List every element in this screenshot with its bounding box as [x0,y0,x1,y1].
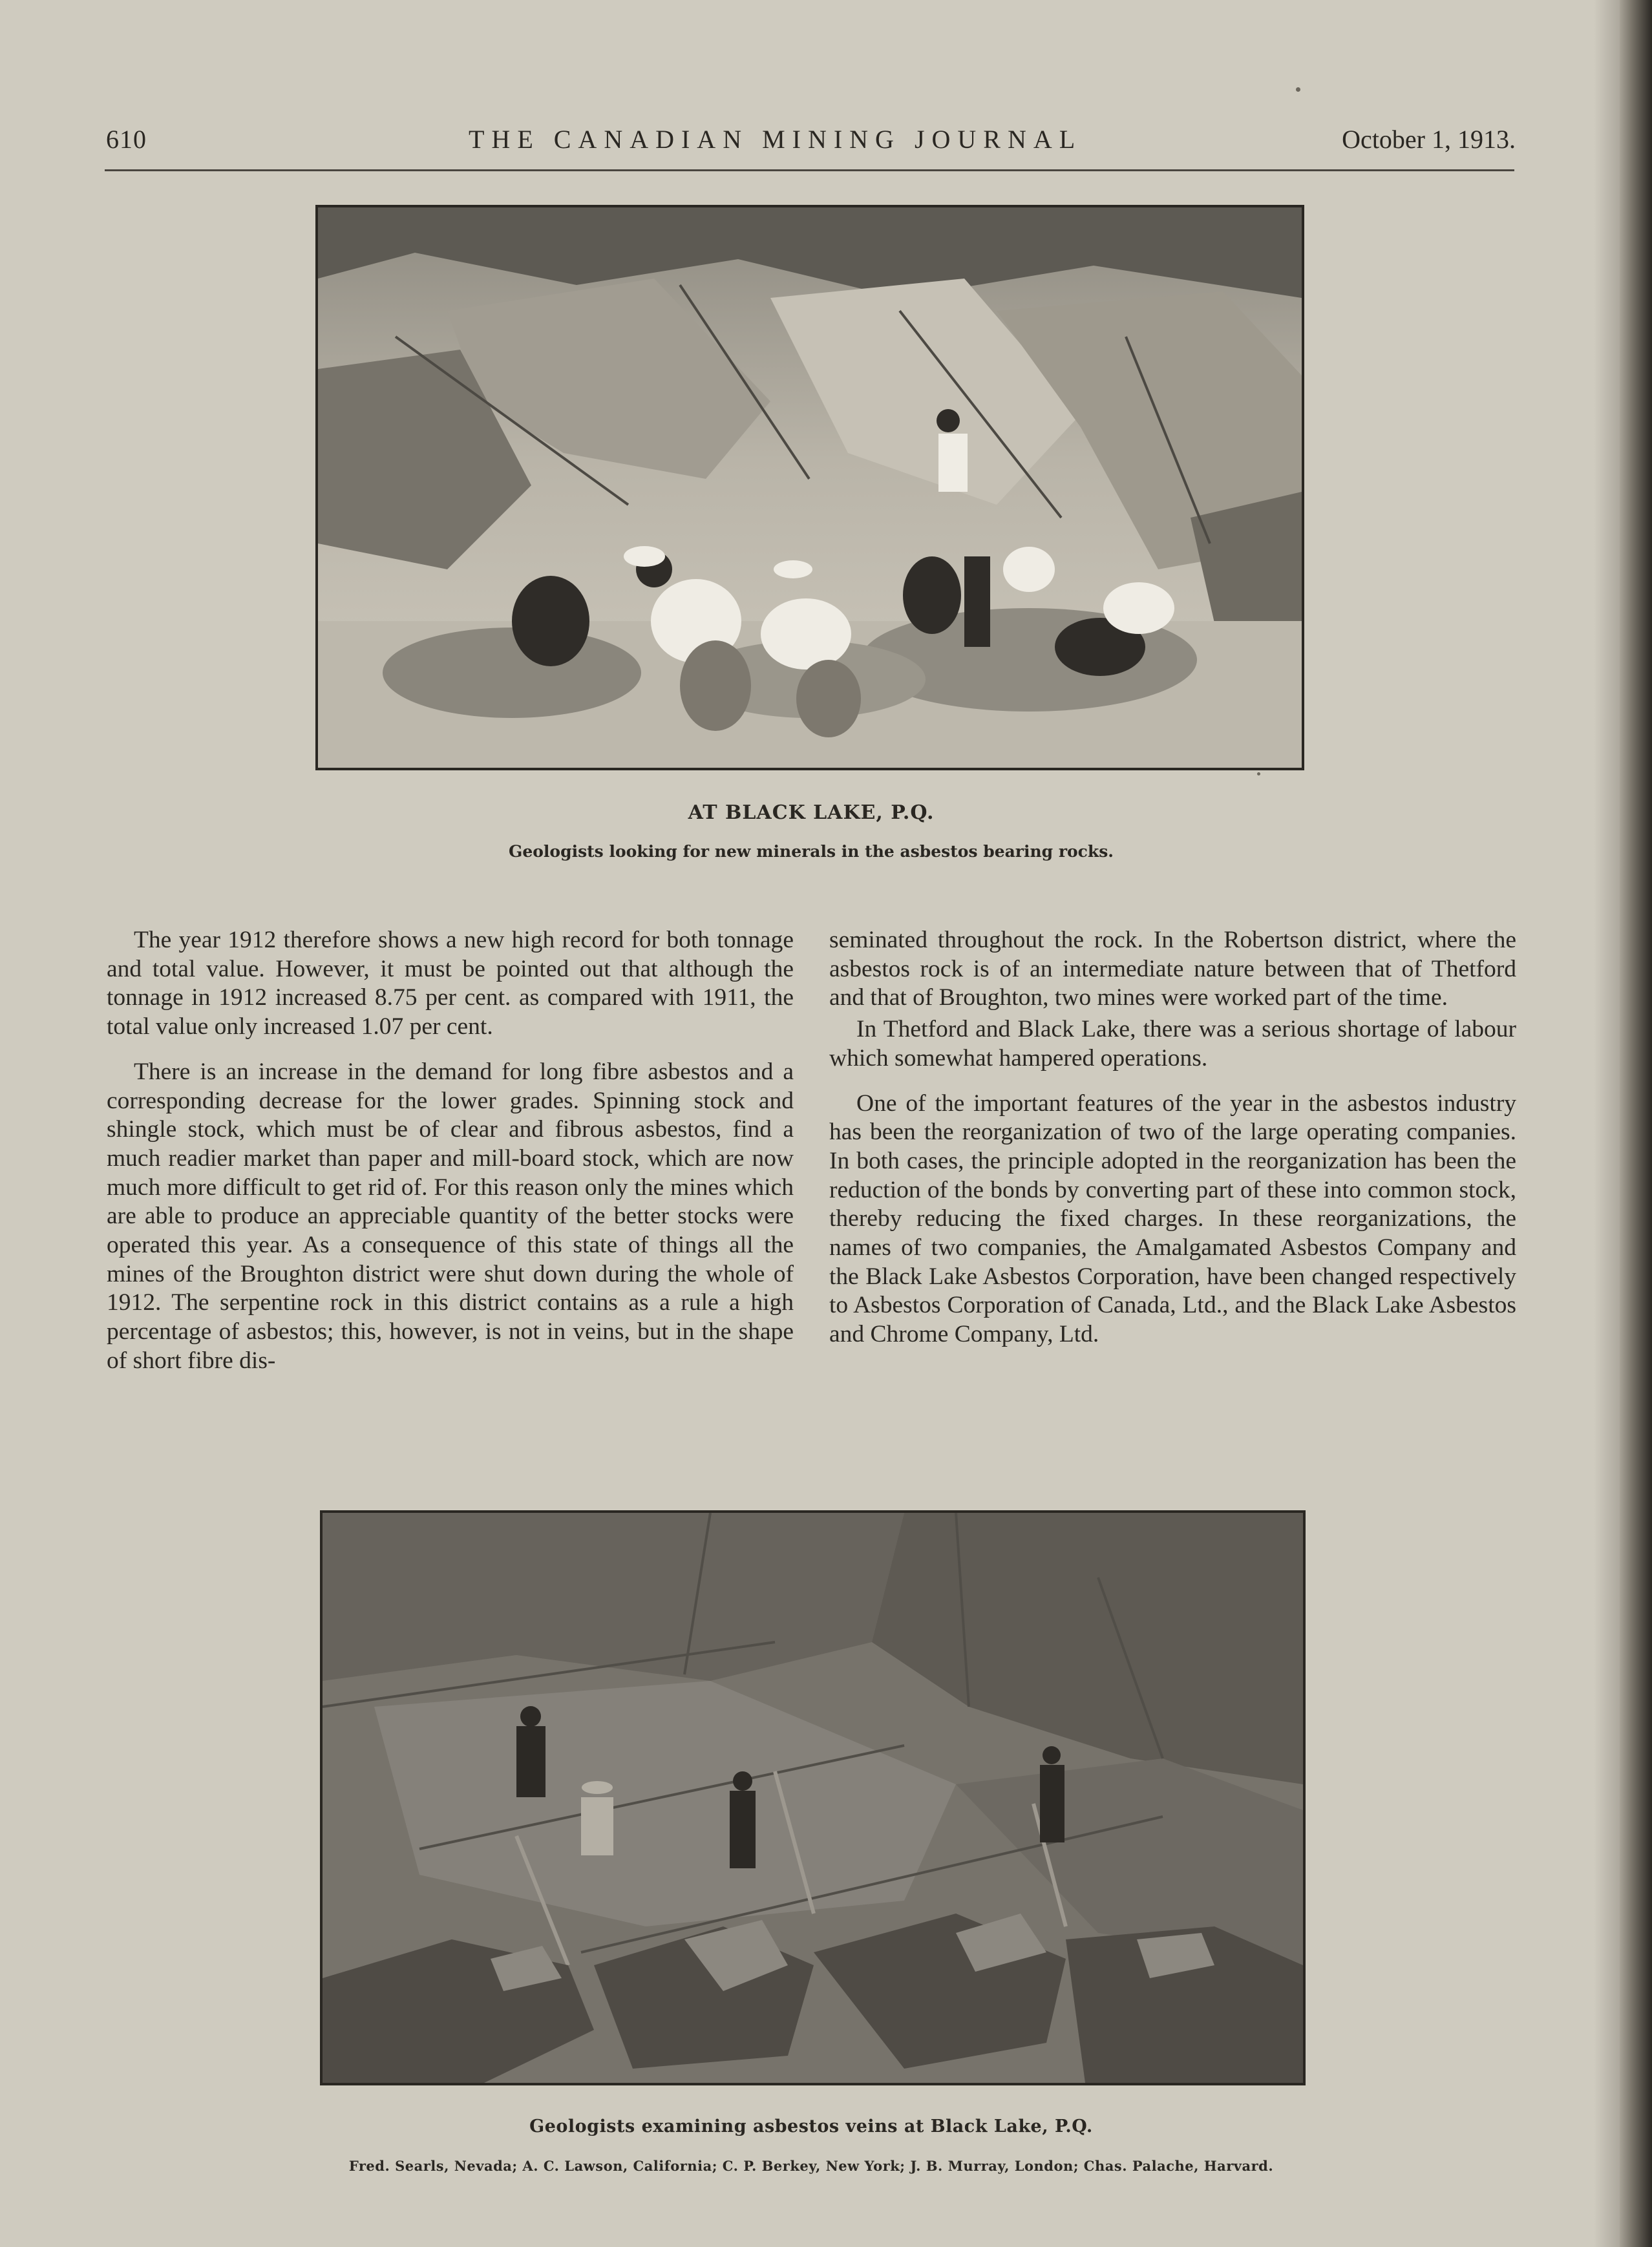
figure-top-title: AT BLACK LAKE, P.Q. [688,801,935,824]
paragraph: The year 1912 therefore shows a new high record for both tonnage and total value. However, it must be pointed out that although the tonnage in 1912 increased 8.75 per cent. as compared with 1911, the total value only increased 1.07 per cent. [107,927,794,1040]
photo-geologists-examining [320,1510,1306,2085]
article-left-column [107,926,794,1392]
figure-bottom-caption: Fred. Searls, Nevada; A. C. Lawson, California; C. P. Berkey, New York; J. B. Murray, London; Chas. Palache, Harvard. [348,2158,1274,2174]
halftone-photo-quarry [318,207,1302,768]
page-number: 610 [106,125,147,154]
photo-geologists-looking [315,205,1304,770]
issue-date: October 1, 1913. [1342,125,1516,154]
page-gutter-shadow [1594,0,1620,2247]
paragraph: In Thetford and Black Lake, there was a serious shortage of labour which somewhat hampered operations. [829,1016,1516,1071]
article-right-column [829,926,1516,1366]
figure-bottom-title: Geologists examining asbestos veins at Black Lake, P.Q. [529,2116,1093,2136]
paragraph: There is an increase in the demand for long fibre asbestos and a corresponding decrease for the lower grades. Spinning stock and shingle stock, which must be of clear and fibrous asbestos, find a much readier market than paper and mill-board stock, which are now much more difficult to get rid of. For this reason only the mines which are able to produce an appreciable quantity of the better stocks were operated this year. As a consequence of this state of things all the mines of the Broughton district were shut down during the whole of 1912. The serpentine rock in this district contains as a rule a high percentage of asbestos; this, however, is not in veins, but in the shape of short fibre dis- [107,1058,794,1374]
paper-speck [1257,772,1260,775]
page-binding-edge [1620,0,1652,2247]
paragraph: One of the important features of the year in the asbestos industry has been the reorganization of two of the large operating companies. In both cases, the principle adopted in the reorganization has been the reduction of the bonds by converting part of these into common stock, thereby reducing the fixed charges. In these reorganizations, the names of two companies, the Amalgamated Asbestos Company and the Black Lake Asbestos Corporation, have been changed respectively to Asbestos Corporation of Canada, Ltd., and the Black Lake Asbestos and Chrome Company, Ltd. [829,1090,1516,1348]
journal-title: THE CANADIAN MINING JOURNAL [469,125,1083,154]
paragraph-continued: seminated throughout the rock. In the Robertson district, where the asbestos rock is of an intermediate nature between that of Thetford and that of Broughton, two mines were worked part of the time. [829,927,1516,1011]
header-rule [105,169,1514,171]
figure-top-caption: Geologists looking for new minerals in the asbestos bearing rocks. [508,842,1114,861]
halftone-photo-rockface [323,1513,1303,2083]
paper-speck [1296,87,1300,92]
running-head [103,124,1516,163]
